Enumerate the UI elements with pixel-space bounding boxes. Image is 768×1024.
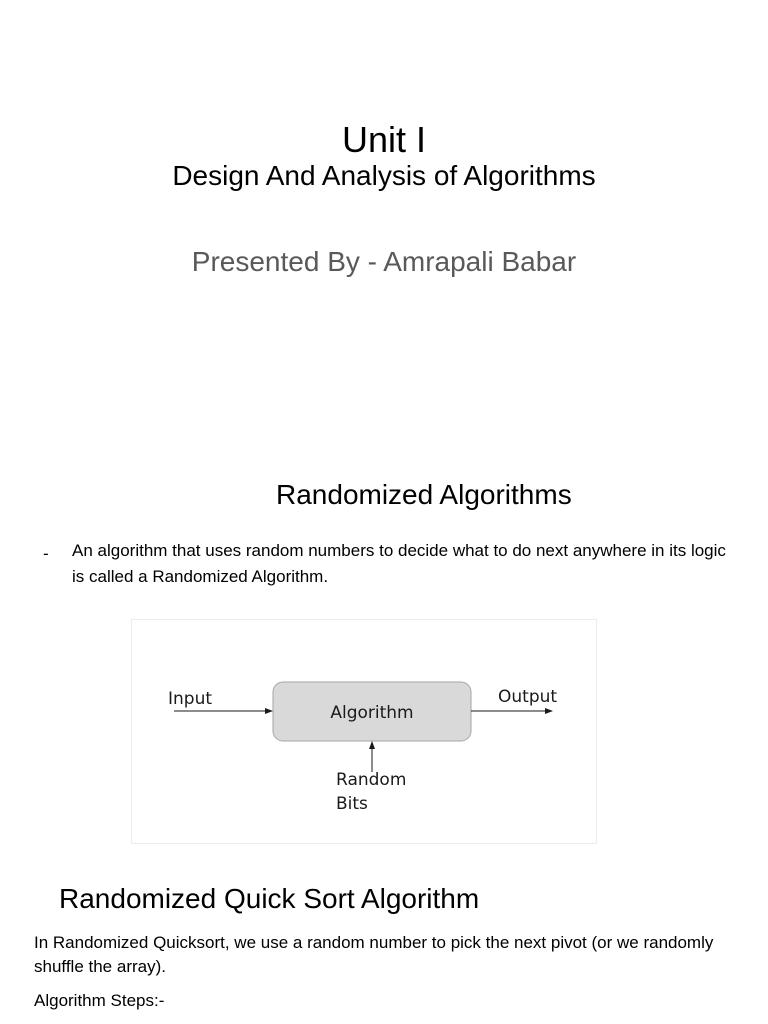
- random-label: Random: [336, 770, 407, 790]
- algorithm-label: Algorithm: [330, 703, 414, 723]
- algorithm-steps-label: Algorithm Steps:-: [34, 991, 165, 1010]
- quicksort-heading: Randomized Quick Sort Algorithm: [59, 883, 480, 914]
- diagram-svg: [132, 620, 596, 843]
- randomized-definition-text: An algorithm that uses random numbers to decide what to do next anywhere in its logic is called a Randomized Algorithm.: [72, 541, 726, 586]
- title-unit: Unit I: [341, 119, 427, 160]
- input-label: Input: [168, 689, 213, 709]
- bits-label: Bits: [336, 794, 368, 814]
- quicksort-description: In Randomized Quicksort, we use a random number to pick the next pivot (or we randomly shuffle the array).: [34, 933, 714, 976]
- presenter-line: Presented By - Amrapali Babar: [191, 246, 577, 277]
- title-subtitle: Design And Analysis of Algorithms: [172, 160, 596, 191]
- bullet-marker: -: [43, 544, 49, 563]
- randomized-algorithms-heading: Randomized Algorithms: [276, 479, 572, 510]
- randomized-algorithm-diagram: [131, 619, 597, 844]
- output-label: Output: [498, 687, 558, 707]
